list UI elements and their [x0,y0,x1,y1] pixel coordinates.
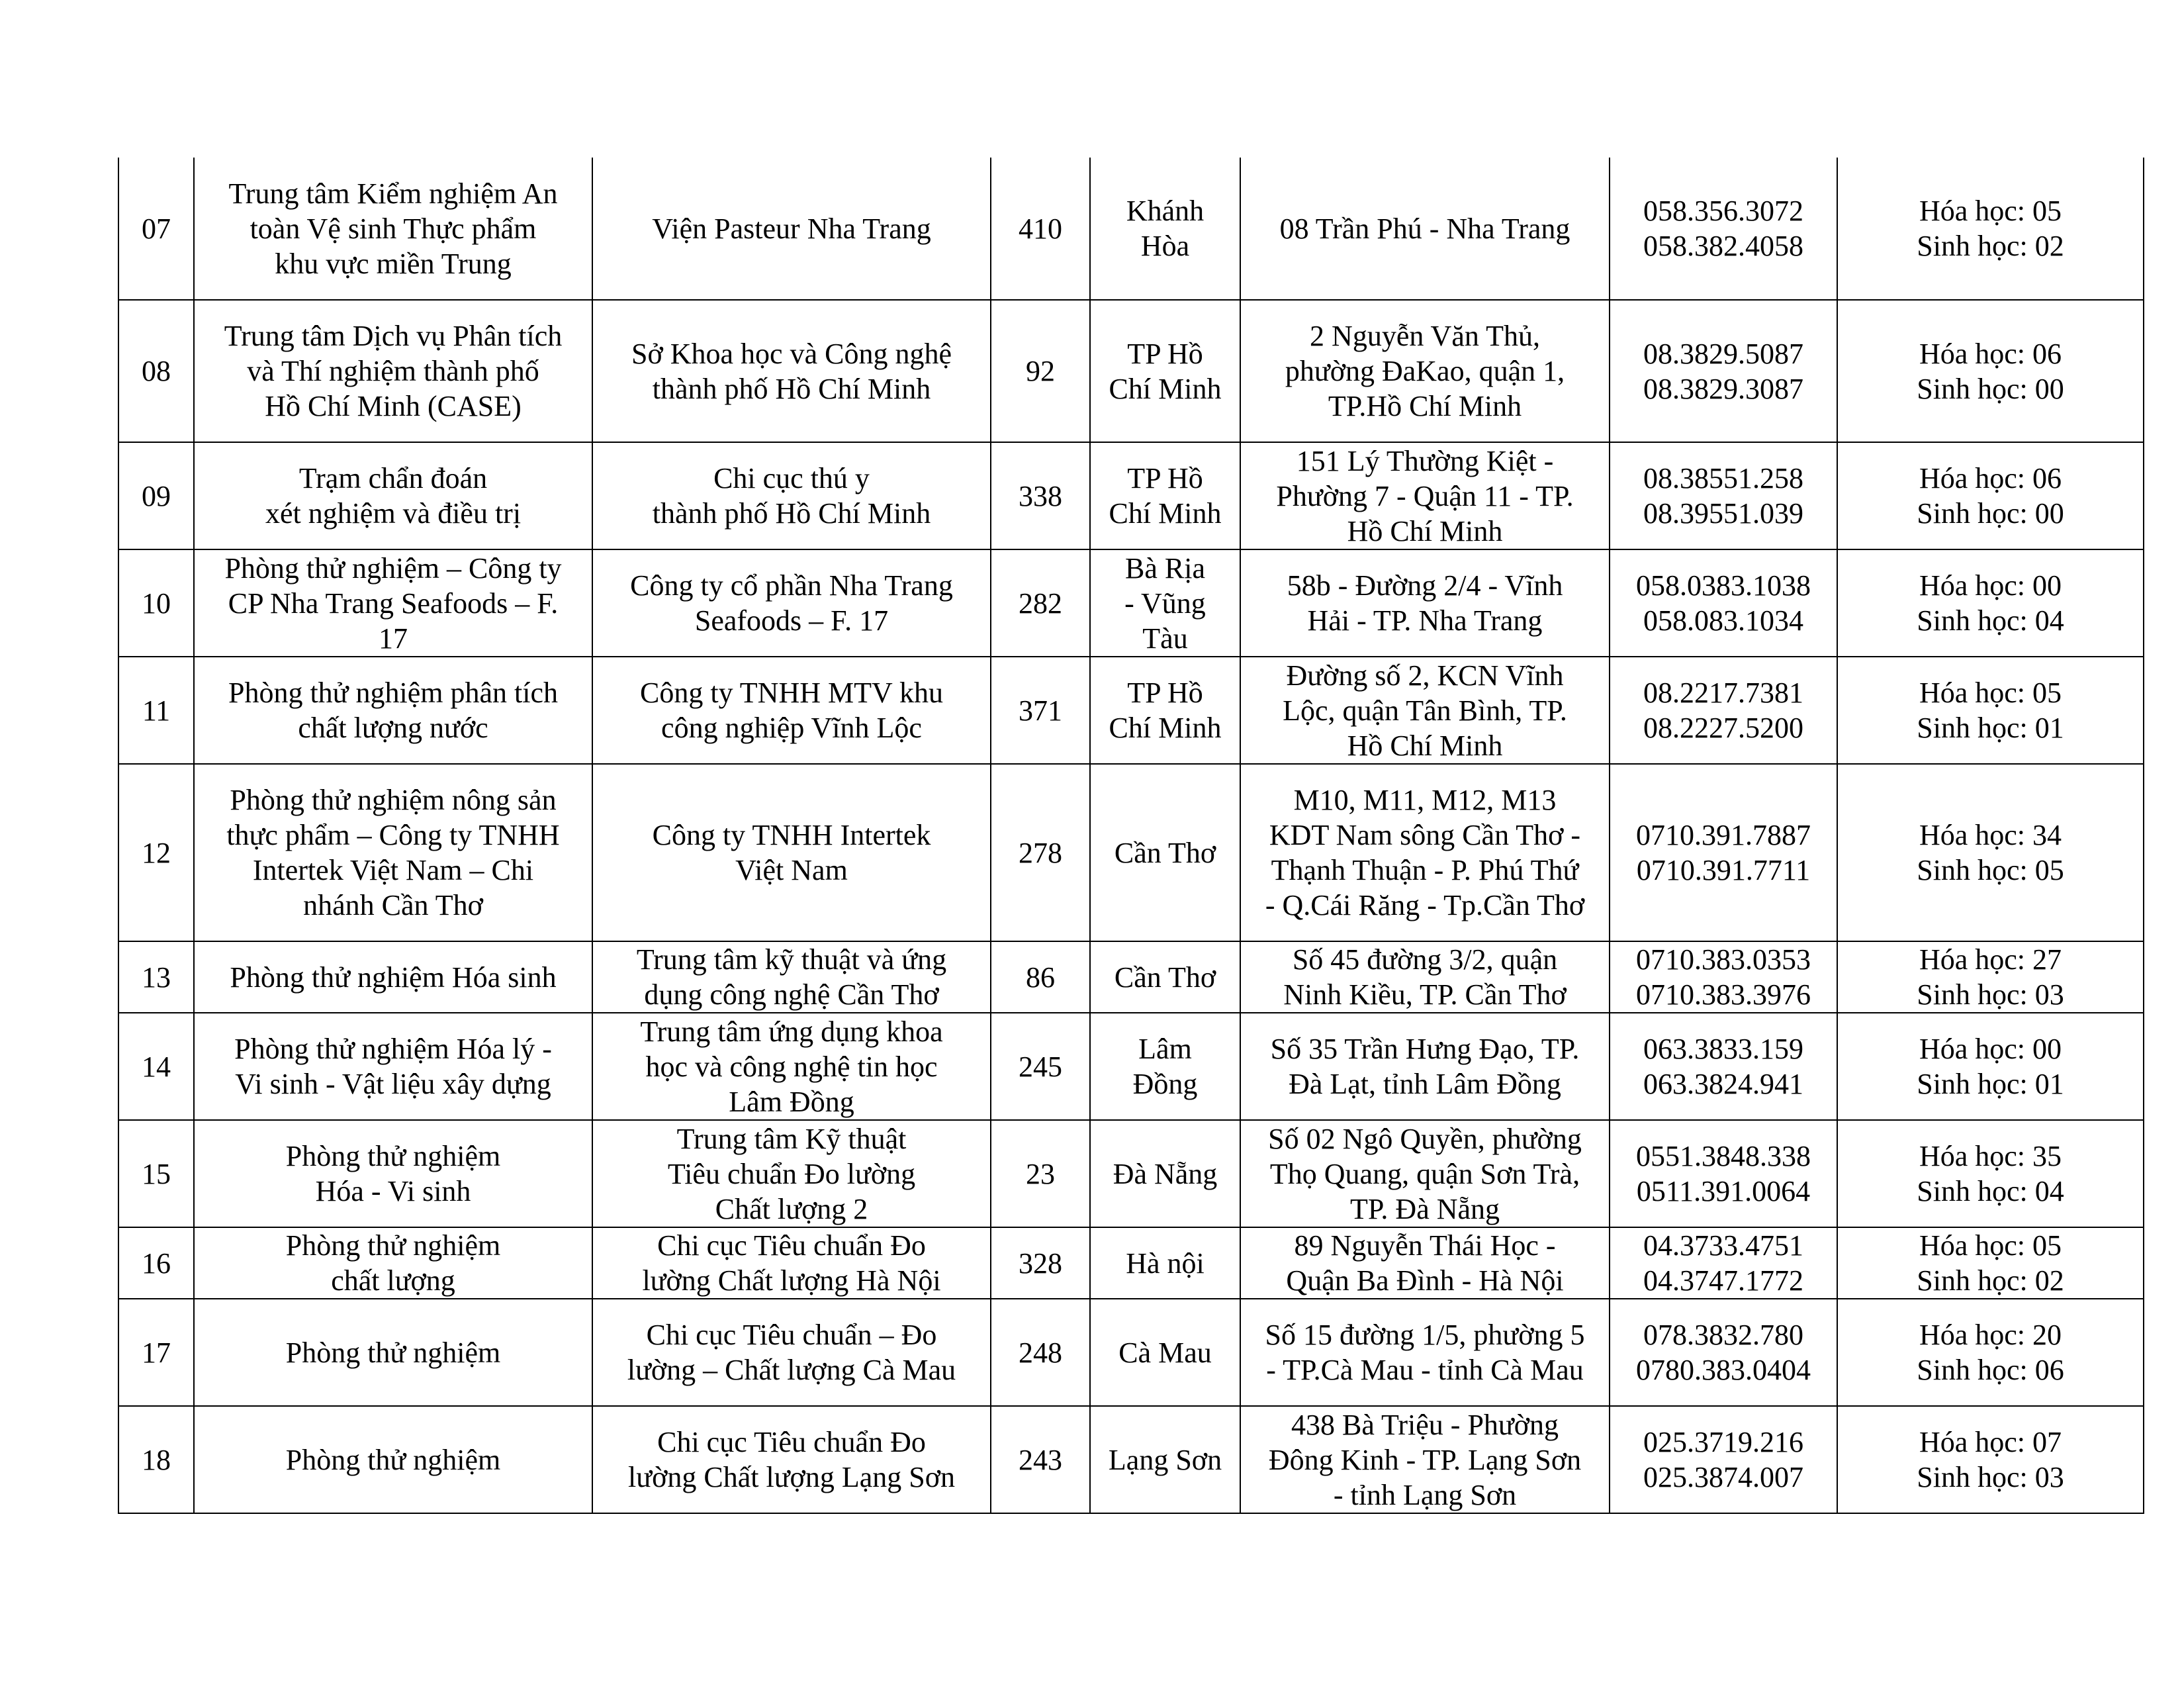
phone-cell [1610,549,1837,657]
cell-text-line: lường – Chất lượng Cà Mau [627,1354,956,1386]
cell-text: 23 [1026,1157,1055,1190]
managing-agency-cell [592,549,991,657]
registration-number-cell [991,442,1090,549]
phone-cell [1610,1013,1837,1120]
test-count-cell [1837,1120,2144,1227]
cell-text-line: học và công nghệ tin học [645,1050,938,1083]
cell-text: 13 [142,961,171,994]
lab-name-cell [194,300,592,442]
cell-text-line: 58b - Đường 2/4 - Vĩnh [1287,569,1563,602]
cell-text-line: 0710.391.7711 [1636,854,1811,886]
cell-text-line: Số 35 Trần Hưng Đạo, TP. [1270,1033,1580,1065]
cell-text-line: chất lượng nước [298,712,488,744]
cell-text-line: 08 Trần Phú - Nha Trang [1279,212,1570,245]
cell-text-line: Sinh học: 04 [1917,1175,2064,1207]
row-number-cell [118,300,194,442]
test-count-cell [1837,941,2144,1013]
cell-text-line: TP Hồ [1127,677,1203,709]
province-cell [1090,1120,1240,1227]
registration-number-cell [991,1013,1090,1120]
phone-cell [1610,1299,1837,1406]
cell-text: 338 [1019,479,1062,512]
cell-text-line: Hóa học: 06 [1919,462,2062,494]
phone-cell [1610,1120,1837,1227]
cell-text-line: CP Nha Trang Seafoods – F. [228,586,559,620]
cell-text-line: Tiêu chuẩn Đo lường [667,1157,916,1190]
cell-text-line: 0710.383.0353 [1636,943,1811,976]
test-count-cell [1837,442,2144,549]
address-cell [1240,1013,1610,1120]
cell-text-line: Trạm chẩn đoán [298,462,488,494]
lab-name-cell [194,1299,592,1406]
cell-text-line: chất lượng [331,1264,455,1297]
address-cell [1240,1120,1610,1227]
cell-text-line: Phòng thử nghiệm [285,1443,501,1476]
cell-text-line: Trung tâm Kỹ thuật [676,1122,907,1155]
cell-text-line: Hà nội [1126,1246,1205,1280]
cell-text: 11 [142,694,171,727]
cell-text-line: KDT Nam sông Cần Thơ - [1269,819,1581,851]
cell-text-line: Hồ Chí Minh (CASE) [265,390,522,422]
lab-name-cell [194,657,592,764]
cell-text-line: Hóa học: 06 [1919,337,2062,370]
cell-text-line: Phường 7 - Quận 11 - TP. [1276,479,1574,512]
cell-text: 15 [142,1157,171,1190]
lab-name-cell [194,158,592,300]
managing-agency-cell [592,657,991,764]
cell-text-line: Công ty TNHH MTV khu [640,677,943,709]
cell-text-line: 0710.383.3976 [1636,978,1811,1011]
test-count-cell [1837,300,2144,442]
cell-text-line: Hải - TP. Nha Trang [1307,604,1543,637]
address-cell [1240,442,1610,549]
table-row [118,442,2144,549]
registration-number-cell [991,300,1090,442]
cell-text-line: Chất lượng 2 [715,1192,868,1225]
test-count-cell [1837,158,2144,300]
cell-text-line: Cần Thơ [1114,836,1216,869]
cell-text-line: 058.356.3072 [1643,195,1803,227]
province-cell [1090,1013,1240,1120]
cell-text-line: công nghiệp Vĩnh Lộc [661,712,922,744]
cell-text-line: Chí Minh [1109,372,1222,405]
cell-text: 09 [142,479,171,512]
cell-text-line: Sinh học: 00 [1917,497,2064,530]
cell-text-line: 08.3829.3087 [1643,372,1803,405]
cell-text: 17 [142,1336,171,1369]
cell-text-line: Chi cục Tiêu chuẩn Đo [657,1229,926,1262]
cell-text-line: Ninh Kiều, TP. Cần Thơ [1283,978,1567,1011]
cell-text-line: Hòa [1140,230,1190,262]
table-row [118,300,2144,442]
cell-text: 278 [1019,836,1062,869]
table-row [118,1013,2144,1120]
table-row [118,1406,2144,1513]
cell-text-line: Phòng thử nghiệm Hóa sinh [230,961,557,994]
lab-name-cell [194,442,592,549]
cell-text-line: 04.3733.4751 [1643,1229,1803,1262]
cell-text-line: 025.3874.007 [1643,1461,1803,1493]
address-cell [1240,549,1610,657]
cell-text-line: Quận Ba Đình - Hà Nội [1286,1264,1564,1297]
table-row [118,657,2144,764]
cell-text-line: Đà Nẵng [1113,1157,1218,1190]
cell-text-line: Sinh học: 00 [1917,372,2064,405]
phone-cell [1610,657,1837,764]
cell-text-line: Intertek Việt Nam – Chi [252,854,534,886]
cell-text-line: 058.382.4058 [1643,230,1803,262]
phone-cell [1610,1227,1837,1299]
address-cell [1240,1227,1610,1299]
cell-text-line: 025.3719.216 [1643,1426,1803,1458]
cell-text: 08 [142,355,171,387]
cell-text-line: Chi cục thú y [713,462,870,494]
cell-text-line: Vi sinh - Vật liệu xây dựng [235,1068,551,1100]
cell-text-line: Sinh học: 04 [1917,604,2064,637]
province-cell [1090,549,1240,657]
cell-text-line: Trung tâm Kiểm nghiệm An [228,177,558,210]
province-cell [1090,1406,1240,1513]
cell-text-line: Trung tâm Dịch vụ Phân tích [224,320,563,352]
cell-text-line: Hóa học: 05 [1919,195,2062,227]
cell-text: 328 [1019,1246,1062,1280]
cell-text-line: 17 [379,622,408,655]
table-row [118,1120,2144,1227]
cell-text-line: Đường số 2, KCN Vĩnh [1286,659,1564,692]
province-cell [1090,1227,1240,1299]
phone-cell [1610,158,1837,300]
cell-text-line: Khánh [1126,195,1205,227]
cell-text-line: 063.3824.941 [1643,1068,1803,1100]
cell-text-line: phường ĐaKao, quận 1, [1285,355,1565,387]
registration-number-cell [991,941,1090,1013]
cell-text: 92 [1026,355,1055,387]
cell-text-line: 08.2217.7381 [1643,677,1803,709]
cell-text-line: Số 45 đường 3/2, quận [1292,943,1558,976]
cell-text: 248 [1019,1336,1062,1369]
managing-agency-cell [592,158,991,300]
cell-text-line: - Vũng [1124,586,1206,620]
cell-text: 12 [142,836,171,869]
cell-text-line: 151 Lý Thường Kiệt - [1296,444,1554,477]
cell-text-line: Sinh học: 02 [1917,230,2064,262]
cell-text-line: 058.083.1034 [1643,604,1803,637]
cell-text-line: Hóa học: 27 [1919,943,2062,976]
registration-number-cell [991,764,1090,941]
province-cell [1090,657,1240,764]
cell-text-line: Sinh học: 01 [1917,712,2064,744]
cell-text: 86 [1026,961,1055,994]
cell-text-line: Cà Mau [1118,1336,1212,1369]
cell-text-line: Phòng thử nghiệm [285,1336,501,1369]
managing-agency-cell [592,1013,991,1120]
cell-text-line: 08.2227.5200 [1643,712,1803,744]
cell-text-line: Hóa học: 00 [1919,1033,2062,1065]
test-count-cell [1837,1299,2144,1406]
registration-number-cell [991,1406,1090,1513]
cell-text-line: Lộc, quận Tân Bình, TP. [1283,694,1567,727]
test-count-cell [1837,1406,2144,1513]
address-cell [1240,1299,1610,1406]
cell-text-line: lường Chất lượng Lạng Sơn [628,1461,955,1493]
phone-cell [1610,1406,1837,1513]
cell-text-line: Trung tâm kỹ thuật và ứng [636,943,947,976]
cell-text-line: Công ty cổ phần Nha Trang [630,569,953,602]
cell-text-line: Hóa học: 05 [1919,677,2062,709]
cell-text-line: Hồ Chí Minh [1347,729,1503,762]
cell-text-line: Hóa học: 05 [1919,1229,2062,1262]
cell-text-line: lường Chất lượng Hà Nội [642,1264,941,1297]
cell-text-line: xét nghiệm và điều trị [265,497,522,530]
cell-text: 16 [142,1246,171,1280]
managing-agency-cell [592,1406,991,1513]
cell-text-line: Phòng thử nghiệm phân tích [228,677,559,709]
province-cell [1090,442,1240,549]
table-body [118,158,2144,1513]
cell-text-line: TP. Đà Nẵng [1349,1192,1500,1225]
row-number-cell [118,1406,194,1513]
managing-agency-cell [592,300,991,442]
cell-text-line: - TP.Cà Mau - tỉnh Cà Mau [1266,1354,1584,1386]
cell-text-line: 063.3833.159 [1643,1033,1803,1065]
cell-text-line: Hóa học: 07 [1919,1426,2062,1458]
cell-text-line: Chi cục Tiêu chuẩn Đo [657,1426,926,1458]
cell-text-line: 89 Nguyễn Thái Học - [1294,1229,1556,1262]
table-row [118,549,2144,657]
cell-text: 371 [1019,694,1062,727]
cell-text-line: Công ty TNHH Intertek [652,819,931,851]
cell-text-line: Số 15 đường 1/5, phường 5 [1265,1319,1585,1351]
phone-cell [1610,941,1837,1013]
phone-cell [1610,442,1837,549]
cell-text-line: Hóa học: 20 [1919,1319,2062,1351]
cell-text: 07 [142,212,171,245]
cell-text-line: Sinh học: 03 [1917,978,2064,1011]
test-count-cell [1837,764,2144,941]
cell-text: 14 [142,1050,171,1083]
cell-text-line: TP Hồ [1127,337,1203,370]
cell-text-line: 058.0383.1038 [1636,569,1811,602]
managing-agency-cell [592,1299,991,1406]
cell-text-line: 0511.391.0064 [1636,1175,1811,1207]
address-cell [1240,158,1610,300]
cell-text-line: Sinh học: 06 [1917,1354,2064,1386]
cell-text-line: 08.3829.5087 [1643,337,1803,370]
cell-text-line: Lạng Sơn [1108,1443,1222,1476]
cell-text: 282 [1019,586,1062,620]
cell-text-line: Hóa học: 35 [1919,1140,2062,1172]
lab-name-cell [194,1013,592,1120]
province-cell [1090,941,1240,1013]
row-number-cell [118,657,194,764]
table-row [118,1227,2144,1299]
cell-text-line: Phòng thử nghiệm [285,1229,501,1262]
cell-text-line: thành phố Hồ Chí Minh [652,497,931,530]
cell-text-line: Lâm Đồng [729,1085,854,1118]
address-cell [1240,657,1610,764]
test-count-cell [1837,1227,2144,1299]
cell-text-line: và Thí nghiệm thành phố [247,355,539,387]
cell-text-line: Sinh học: 01 [1917,1068,2064,1100]
row-number-cell [118,1120,194,1227]
managing-agency-cell [592,941,991,1013]
cell-text-line: thành phố Hồ Chí Minh [652,372,931,405]
cell-text-line: dụng công nghệ Cần Thơ [644,978,939,1011]
managing-agency-cell [592,1227,991,1299]
province-cell [1090,158,1240,300]
test-count-cell [1837,1013,2144,1120]
table-row [118,764,2144,941]
managing-agency-cell [592,764,991,941]
cell-text-line: Đông Kinh - TP. Lạng Sơn [1268,1443,1582,1476]
registration-number-cell [991,657,1090,764]
row-number-cell [118,764,194,941]
lab-name-cell [194,549,592,657]
lab-name-cell [194,941,592,1013]
cell-text-line: Phòng thử nghiệm – Công ty [224,551,562,585]
cell-text-line: Lâm [1138,1033,1192,1065]
cell-text-line: nhánh Cần Thơ [303,889,483,921]
cell-text-line: Thọ Quang, quận Sơn Trà, [1269,1157,1580,1190]
cell-text-line: Việt Nam [735,854,848,886]
registration-number-cell [991,549,1090,657]
cell-text-line: Trung tâm ứng dụng khoa [640,1015,943,1048]
cell-text-line: Sinh học: 03 [1917,1461,2064,1493]
cell-text-line: Seafoods – F. 17 [694,604,889,637]
cell-text-line: 08.39551.039 [1643,497,1803,530]
cell-text-line: Chí Minh [1109,712,1222,744]
registration-number-cell [991,1227,1090,1299]
province-cell [1090,1299,1240,1406]
cell-text-line: Số 02 Ngô Quyền, phường [1268,1122,1582,1155]
cell-text-line: Chi cục Tiêu chuẩn – Đo [646,1319,937,1351]
lab-name-cell [194,1120,592,1227]
address-cell [1240,764,1610,941]
phone-cell [1610,300,1837,442]
cell-text-line: 078.3832.780 [1643,1319,1803,1351]
test-count-cell [1837,657,2144,764]
row-number-cell [118,1299,194,1406]
phone-cell [1610,764,1837,941]
cell-text-line: TP Hồ [1127,462,1203,494]
row-number-cell [118,158,194,300]
laboratory-table [118,158,2144,1514]
cell-text-line: Cần Thơ [1114,961,1216,994]
cell-text-line: Sở Khoa học và Công nghệ [631,337,952,370]
cell-text: 18 [142,1443,171,1476]
table-row [118,158,2144,300]
cell-text: 10 [142,586,171,620]
cell-text-line: Sinh học: 02 [1917,1264,2064,1297]
cell-text-line: Sinh học: 05 [1917,854,2064,886]
cell-text-line: 2 Nguyễn Văn Thủ, [1310,320,1540,352]
table-row [118,941,2144,1013]
cell-text-line: - tỉnh Lạng Sơn [1333,1478,1517,1511]
registration-number-cell [991,1299,1090,1406]
cell-text-line: 08.38551.258 [1643,462,1803,494]
address-cell [1240,941,1610,1013]
registration-number-cell [991,158,1090,300]
cell-text-line: Bà Rịa [1125,551,1205,585]
cell-text-line: Phòng thử nghiệm Hóa lý - [234,1033,552,1065]
test-count-cell [1837,549,2144,657]
province-cell [1090,300,1240,442]
cell-text-line: toàn Vệ sinh Thực phẩm [250,212,537,245]
row-number-cell [118,442,194,549]
cell-text-line: Hóa - Vi sinh [315,1175,471,1207]
cell-text-line: Thạnh Thuận - P. Phú Thứ [1271,854,1579,886]
cell-text: 245 [1019,1050,1062,1083]
row-number-cell [118,1227,194,1299]
registration-number-cell [991,1120,1090,1227]
cell-text-line: Hồ Chí Minh [1347,514,1503,547]
cell-text-line: Đà Lạt, tỉnh Lâm Đồng [1289,1068,1561,1100]
cell-text: 243 [1019,1443,1062,1476]
cell-text-line: Tàu [1142,622,1188,655]
cell-text-line: Hóa học: 34 [1919,819,2062,851]
cell-text-line: Phòng thử nghiệm nông sản [230,784,557,816]
cell-text-line: 438 Bà Triệu - Phường [1291,1408,1559,1441]
cell-text-line: Đồng [1132,1068,1198,1100]
managing-agency-cell [592,442,991,549]
cell-text-line: 0551.3848.338 [1636,1140,1811,1172]
row-number-cell [118,941,194,1013]
cell-text-line: Viện Pasteur Nha Trang [652,212,931,245]
cell-text-line: khu vực miền Trung [275,247,512,280]
address-cell [1240,1406,1610,1513]
province-cell [1090,764,1240,941]
lab-name-cell [194,1227,592,1299]
managing-agency-cell [592,1120,991,1227]
row-number-cell [118,549,194,657]
cell-text-line: M10, M11, M12, M13 [1293,784,1557,816]
row-number-cell [118,1013,194,1120]
cell-text-line: 0710.391.7887 [1636,819,1811,851]
table-row [118,1299,2144,1406]
cell-text-line: thực phẩm – Công ty TNHH [226,819,560,851]
cell-text-line: TP.Hồ Chí Minh [1328,390,1522,422]
cell-text-line: Hóa học: 00 [1919,569,2062,602]
cell-text-line: Phòng thử nghiệm [285,1140,501,1172]
cell-text-line: Chí Minh [1109,497,1222,530]
lab-name-cell [194,1406,592,1513]
lab-name-cell [194,764,592,941]
cell-text-line: 04.3747.1772 [1643,1264,1803,1297]
cell-text-line: - Q.Cái Răng - Tp.Cần Thơ [1265,889,1585,921]
cell-text: 410 [1019,212,1062,245]
cell-text-line: 0780.383.0404 [1636,1354,1811,1386]
address-cell [1240,300,1610,442]
